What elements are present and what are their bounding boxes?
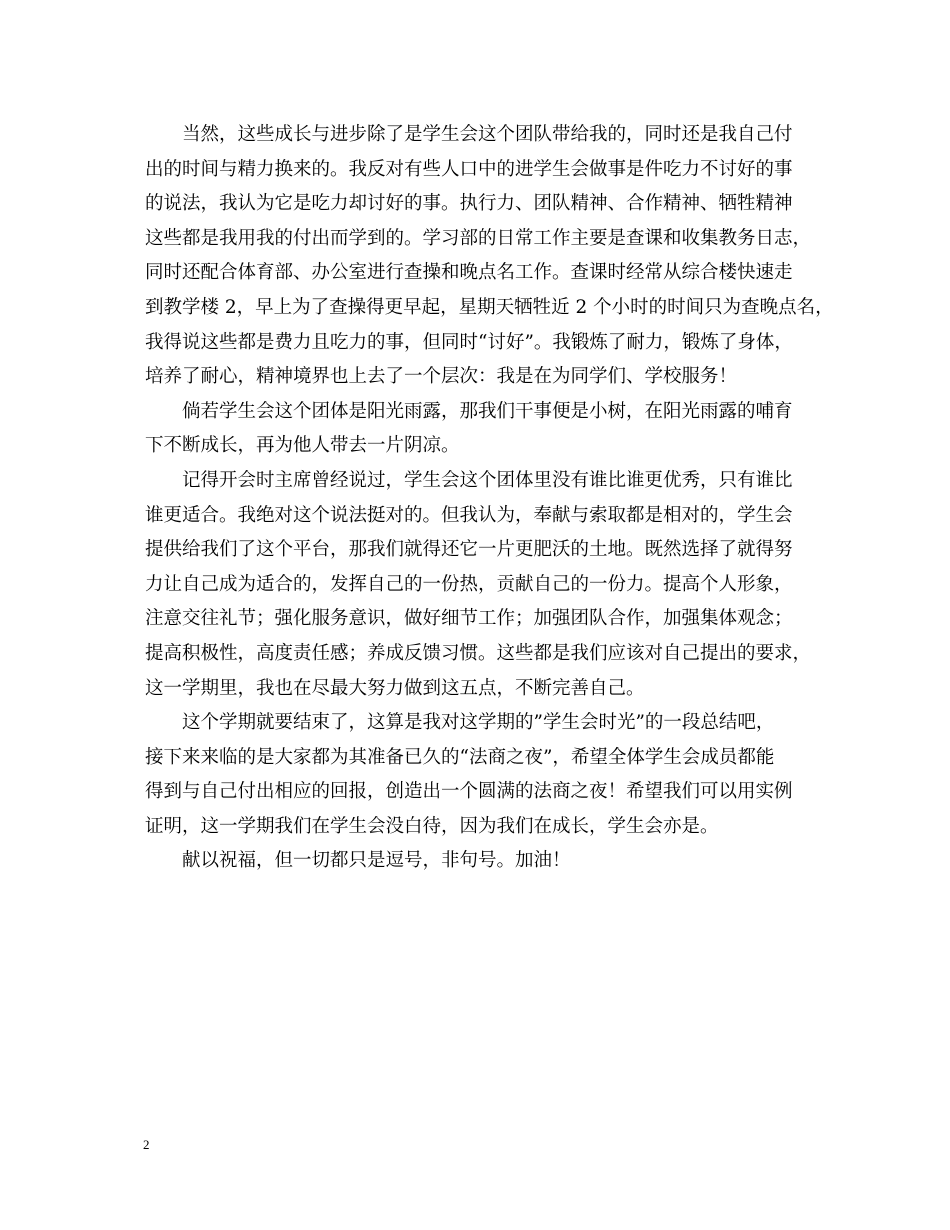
text-line: 证明，这一学期我们在学生会没白待，因为我们在成长，学生会亦是。 [145, 815, 719, 837]
body-text [145, 118, 834, 879]
text-line: 献以祝福，但一切都只是逗号，非句号。加油！ [145, 850, 571, 872]
text-line: 力让自己成为适合的，发挥自己的一份热，贡献自己的一份力。提高个人形象， [145, 573, 793, 595]
text-line: 记得开会时主席曾经说过，学生会这个团体里没有谁比谁更优秀，只有谁比 [145, 469, 793, 491]
text-line: 同时还配合体育部、办公室进行查操和晚点名工作。查课时经常从综合楼快速走 [145, 262, 793, 284]
text-line: 倘若学生会这个团体是阳光雨露，那我们干事便是小树，在阳光雨露的哺育 [145, 400, 793, 422]
text-line: 培养了耐心，精神境界也上去了一个层次：我是在为同学们、学校服务！ [145, 366, 738, 388]
text-line: 提高积极性，高度责任感；养成反馈习惯。这些都是我们应该对自己提出的要求， [145, 642, 812, 664]
text-line: 注意交往礼节；强化服务意识，做好细节工作；加强团队合作，加强集体观念； [145, 608, 793, 630]
text-line: 这一学期里，我也在尽最大努力做到这五点，不断完善自己。 [145, 677, 645, 699]
text-line: 到教学楼 2，早上为了查操得更早起，星期天牺牲近 2 个小时的时间只为查晚点名， [145, 296, 834, 318]
text-line: 我得说这些都是费力且吃力的事，但同时“讨好”。我锻炼了耐力，锻炼了身体， [145, 331, 793, 353]
text-line: 这个学期就要结束了，这算是我对这学期的”学生会时光”的一段总结吧， [145, 712, 775, 734]
text-line: 当然，这些成长与进步除了是学生会这个团队带给我的，同时还是我自己付 [145, 124, 793, 145]
text-line: 提供给我们了这个平台，那我们就得还它一片更肥沃的土地。既然选择了就得努 [145, 539, 793, 561]
text-line: 谁更适合。我绝对这个说法挺对的。但我认为，奉献与索取都是相对的，学生会 [145, 504, 793, 526]
text-line: 得到与自己付出相应的回报，创造出一个圆满的法商之夜！希望我们可以用实例 [145, 781, 793, 803]
text-line: 的说法，我认为它是吃力却讨好的事。执行力、团队精神、合作精神、牺牲精神 [145, 193, 793, 215]
text-line: 出的时间与精力换来的。我反对有些人口中的进学生会做事是件吃力不讨好的事 [145, 158, 793, 180]
page-number: 2 [143, 1137, 150, 1152]
text-line: 这些都是我用我的付出而学到的。学习部的日常工作主要是查课和收集教务日志， [145, 227, 812, 249]
text-line: 接下来来临的是大家都为其准备已久的“法商之夜”，希望全体学生会成员都能 [145, 746, 775, 768]
text-line: 下不断成长，再为他人带去一片阴凉。 [145, 435, 460, 457]
